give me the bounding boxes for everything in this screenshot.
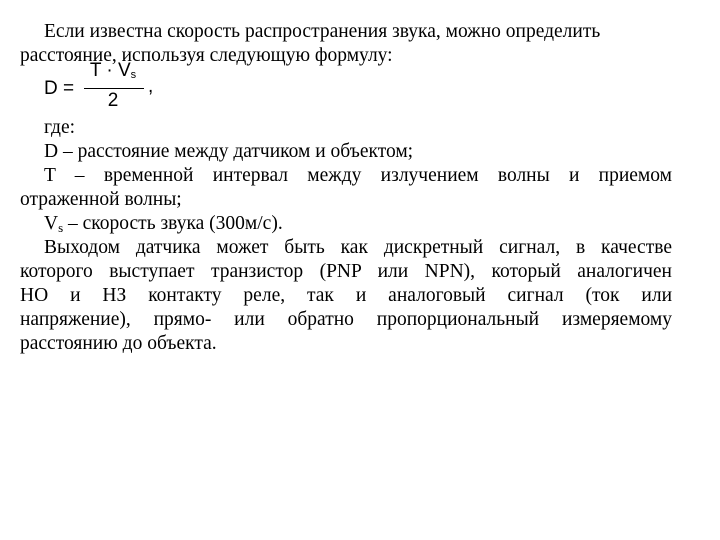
vs-symbol: V [44, 213, 59, 234]
formula-numerator-sub: s [130, 69, 137, 81]
where-label: где: [44, 117, 76, 138]
paragraph-output-line-4: напряжение), прямо- или обратно пропорциональный измеряемому [20, 309, 672, 330]
definition-d: D – расстояние между датчиком и объектом; [44, 141, 414, 162]
formula-trailing-comma: , [148, 76, 154, 97]
paragraph-output-line-3: НО и НЗ контакту реле, так и аналоговый сигнал (ток или [20, 285, 672, 306]
formula-numerator [84, 60, 142, 82]
formula-fraction-bar [84, 88, 144, 89]
paragraph-intro-line-2: расстояние, используя следующую формулу: [20, 45, 393, 66]
definition-t-line-2: отраженной волны; [20, 189, 182, 210]
definition-vs [20, 212, 672, 236]
paragraph-output-line-2: которого выступает транзистор (PNP или NPN), который аналогичен [20, 261, 672, 282]
formula-denominator: 2 [107, 90, 119, 111]
paragraph-output-line-5: расстоянию до объекта. [20, 333, 217, 354]
vs-definition-text: – скорость звука (300м/с). [63, 213, 283, 234]
definition-t-line-1: T – временной интервал между излучением волны и приемом [44, 165, 672, 186]
vs-subscript: s [58, 220, 64, 235]
distance-formula [44, 60, 184, 120]
formula-lhs: D = [44, 78, 75, 99]
formula-numerator-main: T · V [89, 60, 131, 81]
paragraph-output-line-1: Выходом датчика может быть как дискретный сигнал, в качестве [44, 237, 672, 258]
paragraph-intro-line-1: Если известна скорость распространения звука, можно определить [44, 21, 601, 42]
